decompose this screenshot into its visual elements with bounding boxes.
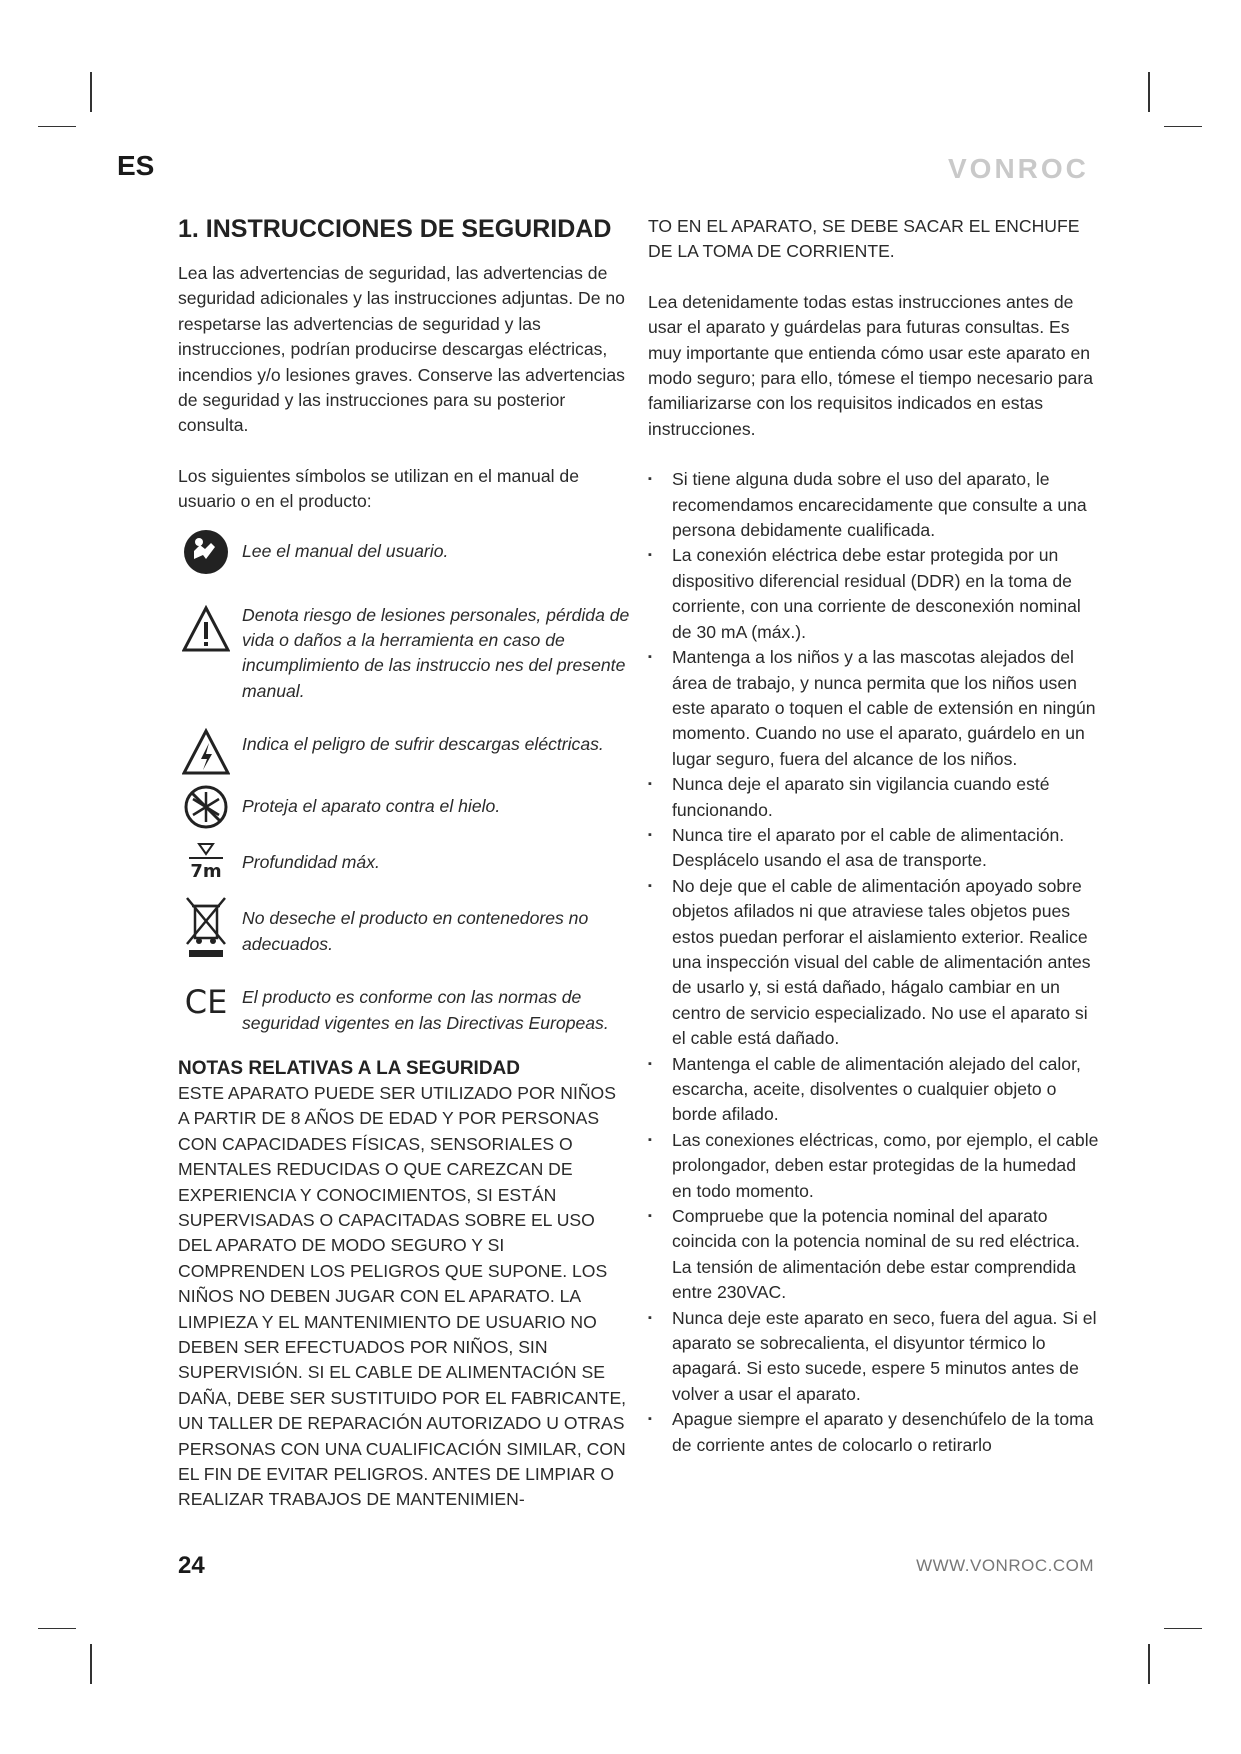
symbol-text: Denota riesgo de lesiones personales, pérdida de vida o daños a la herramienta en caso de incumplimiento de las instruccio nes del presente manual. <box>242 604 630 701</box>
notes-continuation: TO EN EL APARATO, SE DEBE SACAR EL ENCHUFE DE LA TOMA DE CORRIENTE. <box>648 216 1080 262</box>
symbol-text: Indica el peligro de sufrir descargas eléctricas. <box>242 734 604 755</box>
symbol-row <box>178 529 630 579</box>
electric-shock-icon <box>178 722 234 772</box>
crop-mark <box>38 1628 76 1629</box>
read-manual-icon <box>178 529 234 579</box>
symbol-row <box>178 975 630 1036</box>
symbol-row <box>178 896 630 957</box>
list-item: ▪ La conexión eléctrica debe estar protegida por un dispositivo diferencial residual (DDR) en la toma de corriente, con una corriente de desconexión nominal de 30 mA (máx.). <box>648 543 1100 645</box>
right-column <box>648 214 1100 1458</box>
read-instructions-paragraph: Lea detenidamente todas estas instrucciones antes de usar el aparato y guárdelas para futuras consultas. Es muy importante que entienda cómo usar este aparato en modo seguro; para ello, tómese el tiempo necesario para familiarizarse con los requisitos indicados en estas instrucciones. <box>648 291 1093 439</box>
symbol-text: El producto es conforme con las normas de seguridad vigentes en las Directivas Europeas. <box>242 987 609 1033</box>
language-code: ES <box>117 150 155 181</box>
brand-logo <box>948 150 1098 186</box>
website-url: WWW.VONROC.COM <box>916 1556 1094 1575</box>
list-item: ▪ Compruebe que la potencia nominal del aparato coincida con la potencia nominal de su red eléctrica. La tensión de alimentación debe estar comprendida entre 230VAC. <box>648 1204 1100 1306</box>
list-item: ▪ No deje que el cable de alimentación apoyado sobre objetos afilados ni que atraviese tales objetos pues estos puedan perforar el aislamiento exterior. Realice una inspección visual del cable de alimentación antes de usarlo y, si está dañado, hágalo cambiar en un centro de servicio especializado. No use el aparato si el cable está dañado. <box>648 874 1100 1052</box>
page-number: 24 <box>178 1552 205 1579</box>
list-item: ▪ Nunca tire el aparato por el cable de alimentación. Desplácelo usando el asa de transporte. <box>648 823 1100 874</box>
symbol-row <box>178 840 630 890</box>
intro-paragraph: Lea las advertencias de seguridad, las advertencias de seguridad adicionales y las instrucciones adjuntas. De no respetarse las advertencias de seguridad y las instrucciones, podrían producirse descargas eléctricas, incendios y/o lesiones graves. Conserve las advertencias de seguridad y las instrucciones para su posterior consulta. <box>178 263 625 436</box>
crop-mark <box>90 72 92 112</box>
symbol-text: No deseche el producto en contenedores no adecuados. <box>242 908 589 954</box>
crop-mark <box>90 1644 92 1684</box>
safety-bullet-list <box>648 467 1100 1458</box>
symbol-row <box>178 722 630 772</box>
list-item: ▪ Nunca deje el aparato sin vigilancia cuando esté funcionando. <box>648 772 1100 823</box>
symbol-text: Lee el manual del usuario. <box>242 540 449 561</box>
notes-text: ESTE APARATO PUEDE SER UTILIZADO POR NIÑOS A PARTIR DE 8 AÑOS DE EDAD Y POR PERSONAS CON CAPACIDADES FÍSICAS, SENSORIALES O MENTALES REDUCIDAS O QUE CAREZCAN DE EXPERIENCIA Y CONOCIMIENTOS, SI ESTÁN SUPERVISADAS O CAPACITADAS SOBRE EL USO DEL APARATO DE MODO SEGURO Y SI COMPRENDEN LOS PELIGROS QUE SUPONE. LOS NIÑOS NO DEBEN JUGAR CON EL APARATO. LA LIMPIEZA Y EL MANTENIMIENTO DE USUARIO NO DEBEN SER EFECTUADOS POR NIÑOS, SIN SUPERVISIÓN. SI EL CABLE DE ALIMENTACIÓN SE DAÑA, DEBE SER SUSTITUIDO POR EL FABRICANTE, UN TALLER DE REPARACIÓN AUTORIZADO U OTRAS PERSONAS CON UNA CUALIFICACIÓN SIMILAR, CON EL FIN DE EVITAR PELIGROS. ANTES DE LIMPIAR O REALIZAR TRABAJOS DE MANTENIMIEN- <box>178 1082 627 1510</box>
warning-triangle-icon <box>178 593 234 643</box>
max-depth-icon <box>178 840 234 890</box>
crop-mark <box>1164 126 1202 127</box>
symbols-intro: Los siguientes símbolos se utilizan en el manual de usuario o en el producto: <box>178 465 579 512</box>
list-item: ▪ Mantenga a los niños y a las mascotas alejados del área de trabajo, y nunca permita que los niños usen este aparato o toquen el cable de extensión en ningún momento. Cuando no use el aparato, guárdelo en un lugar seguro, fuera del alcance de los niños. <box>648 645 1100 772</box>
notes-title: NOTAS RELATIVAS A LA SEGURIDAD <box>178 1057 520 1079</box>
symbol-text: Proteja el aparato contra el hielo. <box>242 796 501 817</box>
list-item: ▪ Las conexiones eléctricas, como, por ejemplo, el cable prolongador, deben estar protegidas de la humedad en todo momento. <box>648 1128 1100 1204</box>
ce-label: CE <box>184 983 228 1022</box>
list-item: ▪ Mantenga el cable de alimentación alejado del calor, escarcha, aceite, disolventes o cualquier objeto o borde afilado. <box>648 1052 1100 1128</box>
crop-mark <box>38 126 76 127</box>
brand-name: VONROC <box>948 153 1089 184</box>
depth-label: 7m <box>190 861 222 883</box>
symbol-row <box>178 593 630 705</box>
symbol-row <box>178 784 630 834</box>
ce-mark-icon <box>178 975 234 1025</box>
left-column <box>178 214 630 1513</box>
list-item: ▪ Apague siempre el aparato y desenchúfelo de la toma de corriente antes de colocarlo o retirarlo <box>648 1407 1100 1458</box>
weee-bin-icon <box>178 896 234 946</box>
list-item: ▪ Nunca deje este aparato en seco, fuera del agua. Si el aparato se sobrecalienta, el disyuntor térmico lo apagará. Si esto sucede, espere 5 minutos antes de volver a usar el aparato. <box>648 1306 1100 1408</box>
frost-protect-icon <box>178 784 234 834</box>
symbol-text: Profundidad máx. <box>242 852 380 873</box>
section-title: 1. INSTRUCCIONES DE SEGURIDAD <box>178 215 612 243</box>
crop-mark <box>1164 1628 1202 1629</box>
crop-mark <box>1148 1644 1150 1684</box>
list-item: ▪ Si tiene alguna duda sobre el uso del aparato, le recomendamos encarecidamente que consulte a una persona debidamente cualificada. <box>648 467 1100 543</box>
crop-mark <box>1148 72 1150 112</box>
